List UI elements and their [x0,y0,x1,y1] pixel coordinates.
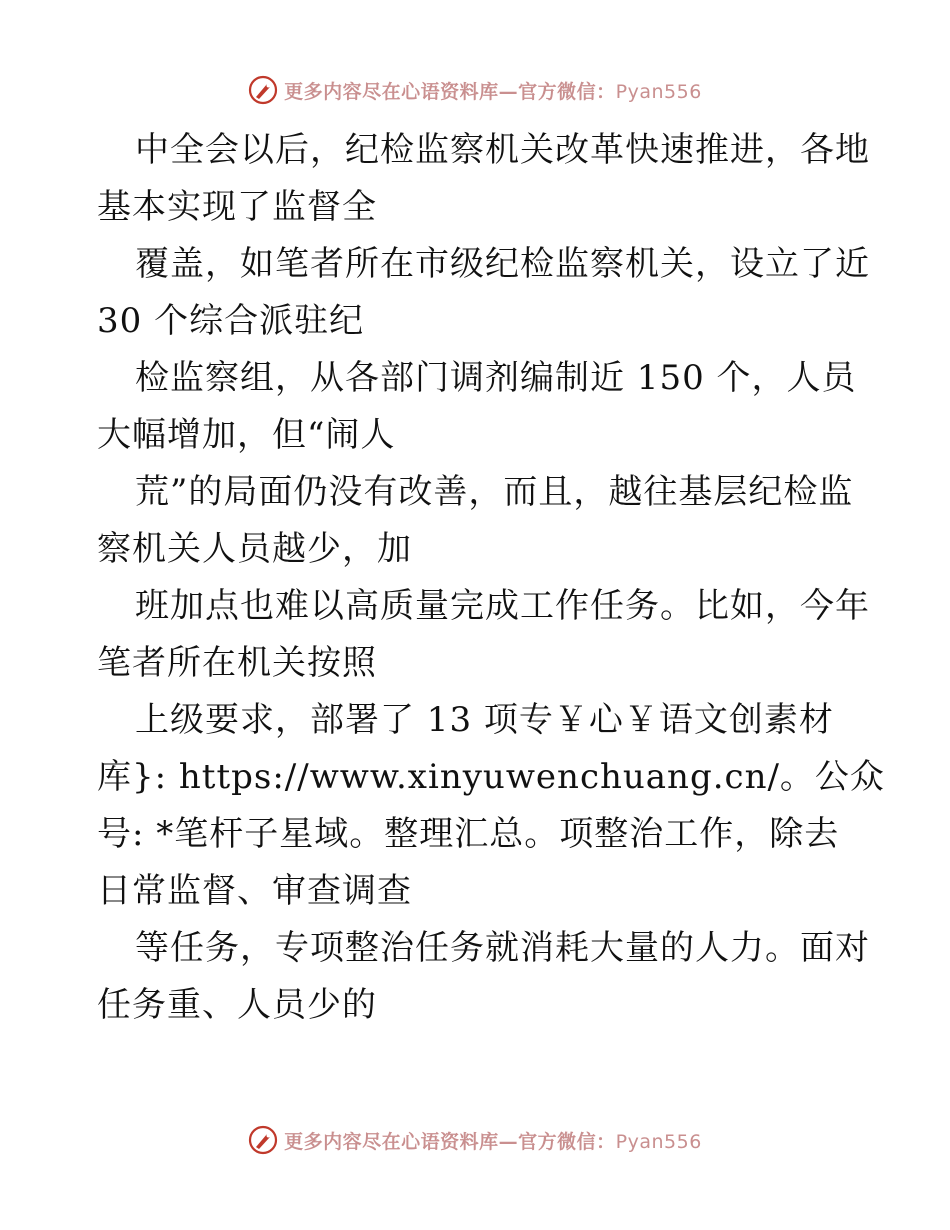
text-line: 检监察组，从各部门调剂编制近 150 个，人员 [135,358,857,398]
text-line: 上级要求，部署了 13 项专￥心￥语文创素材 [135,700,834,740]
text-line: 中全会以后，纪检监察机关改革快速推进，各地 [135,130,870,170]
text-line: 察机关人员越少，加 [97,529,412,569]
text-line: 任务重、人员少的 [97,985,377,1025]
text-line: 覆盖，如笔者所在市级纪检监察机关，设立了近 [135,244,870,284]
footer-watermark [0,1122,950,1158]
document-body [97,122,885,1034]
text-line: 荒”的局面仍没有改善，而且，越往基层纪检监 [135,472,854,512]
text-line: 基本实现了监督全 [97,187,377,227]
pen-nib-logo-icon [248,1125,278,1155]
watermark-text: 更多内容尽在心语资料库—官方微信：Pyan556 [284,1130,702,1153]
text-line: 班加点也难以高质量完成工作任务。比如，今年 [135,586,870,626]
text-line: 笔者所在机关按照 [97,643,377,683]
pen-nib-logo-icon [248,75,278,105]
watermark-text: 更多内容尽在心语资料库—官方微信：Pyan556 [284,80,702,103]
header-watermark [0,72,950,108]
text-line: 30 个综合派驻纪 [97,301,365,341]
text-line: 日常监督、审查调查 [97,871,412,911]
text-line: 号: *笔杆子星域。整理汇总。项整治工作，除去 [97,814,840,854]
text-line: 大幅增加，但“闹人 [97,415,396,455]
text-line: 库}: https://www.xinyuwenchuang.cn/。公众 [97,757,885,797]
text-line: 等任务，专项整治任务就消耗大量的人力。面对 [135,928,870,968]
